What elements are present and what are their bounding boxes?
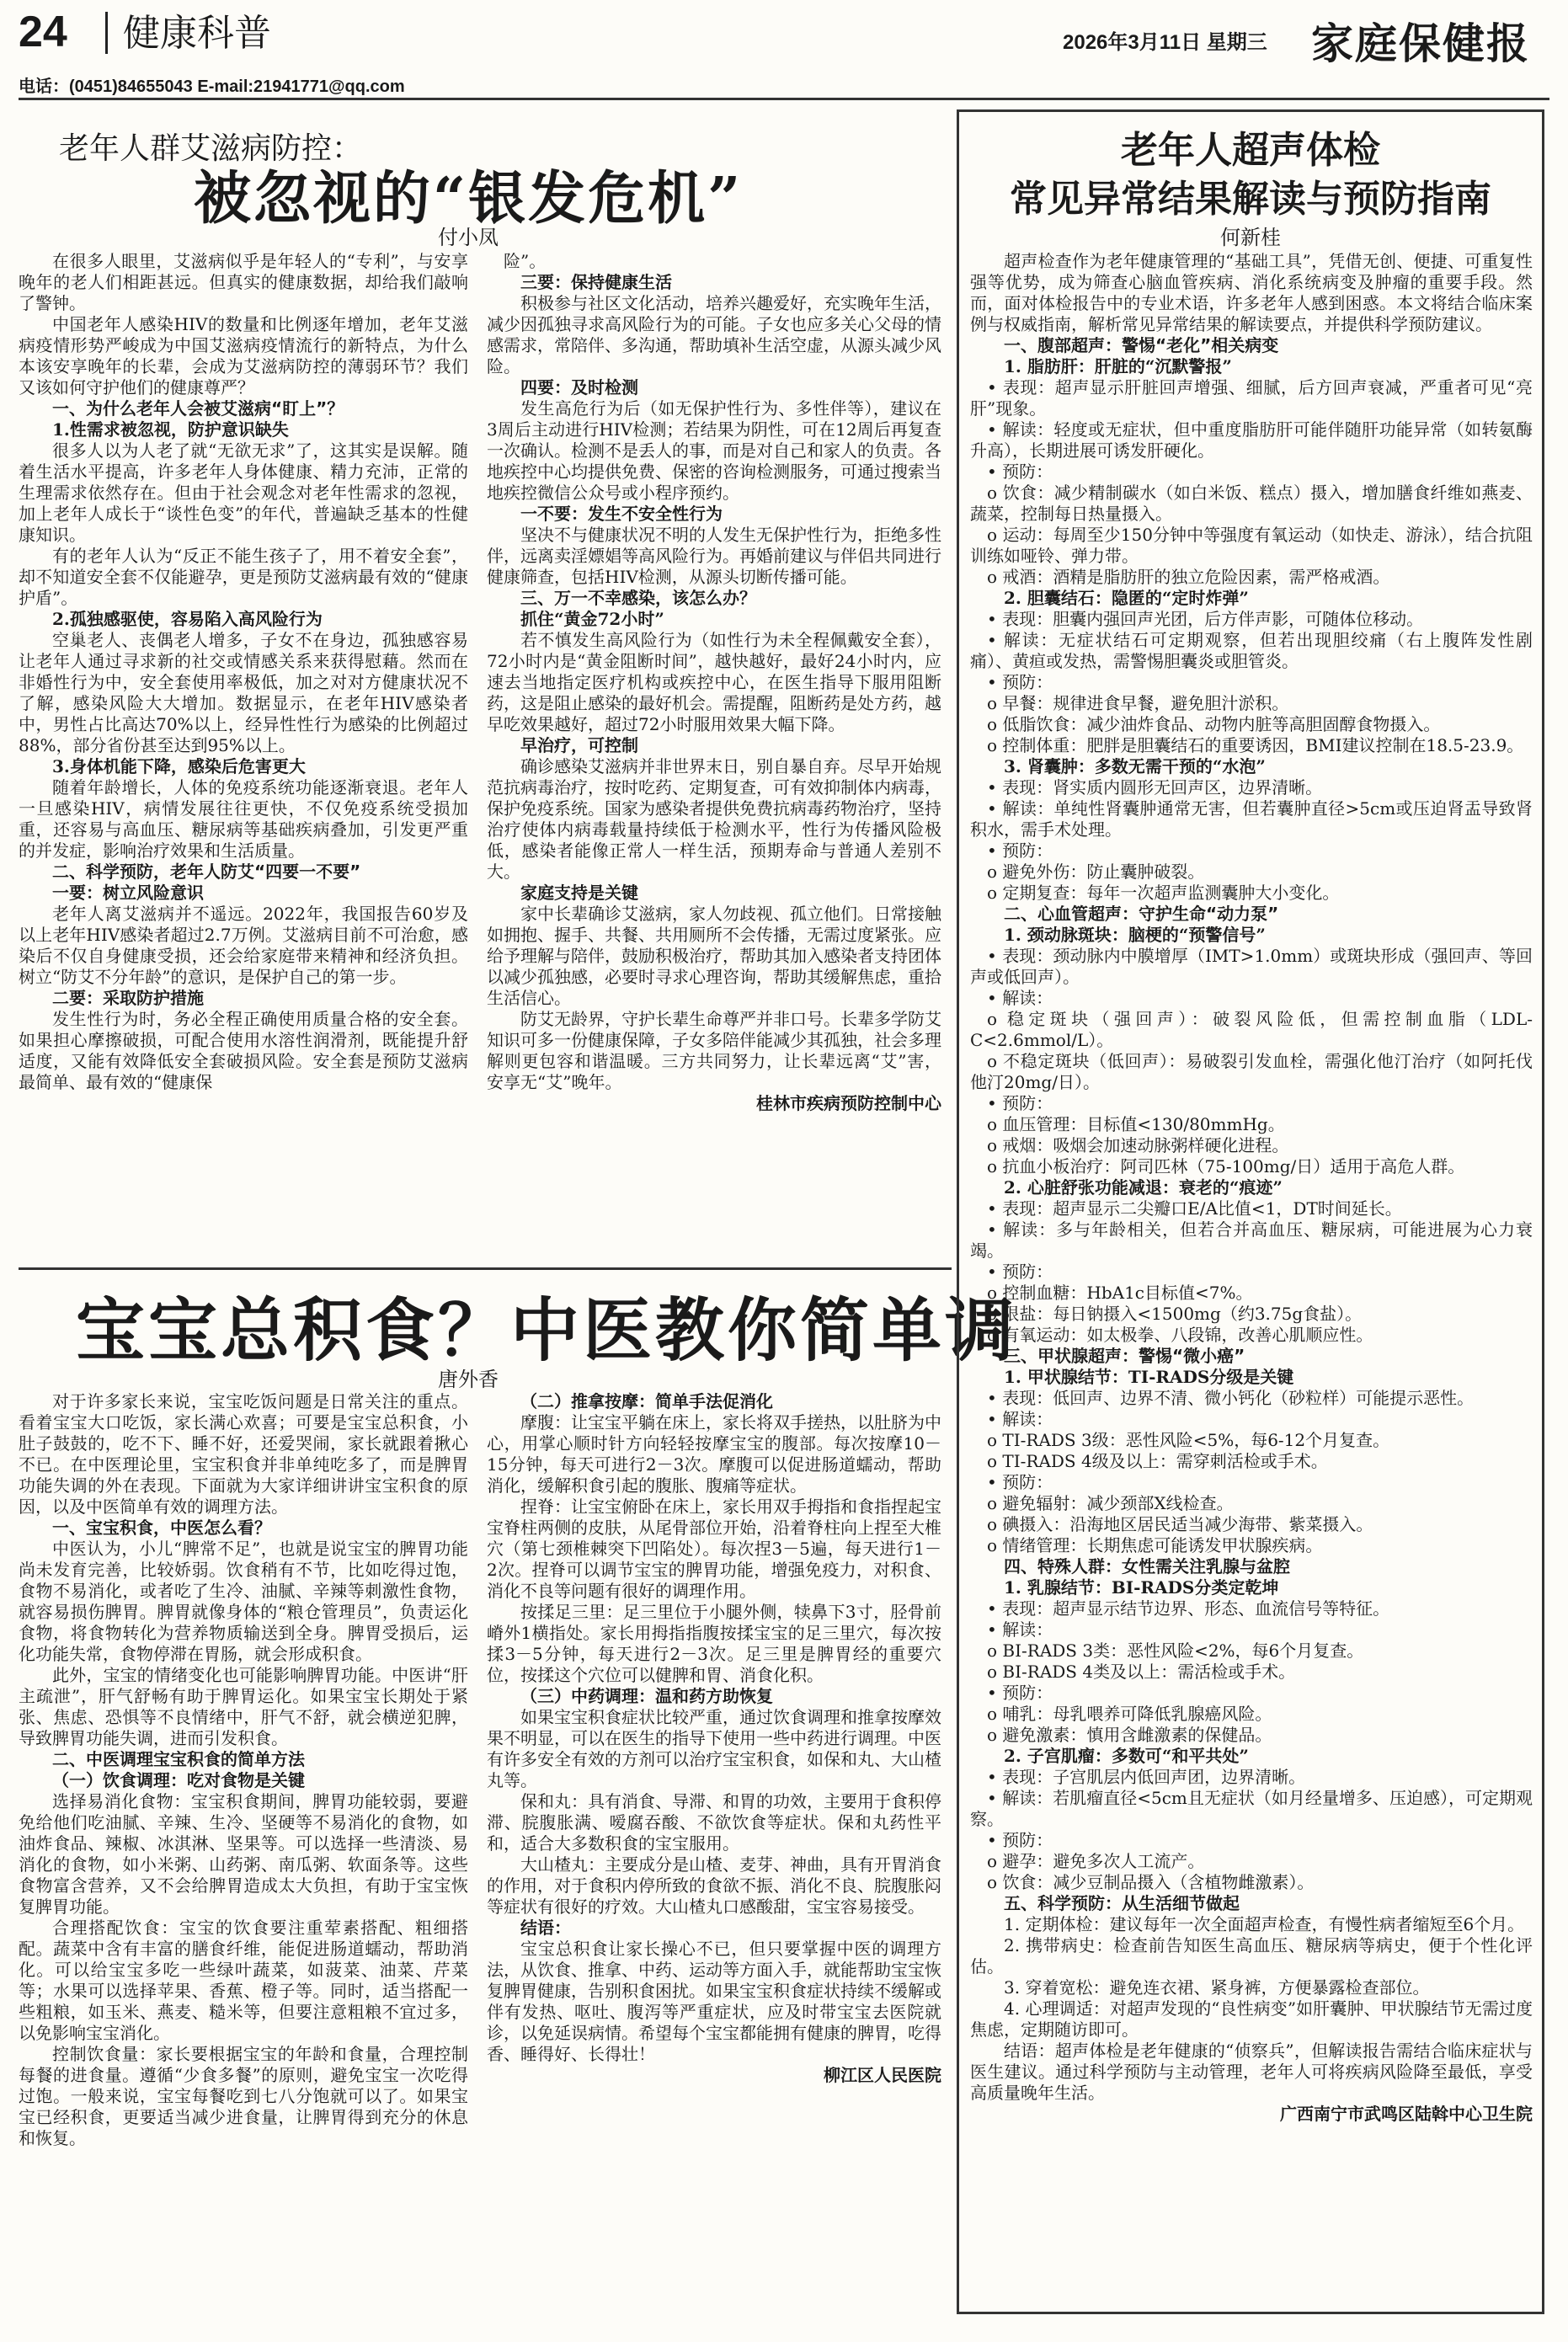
article2-column-2 [487, 1391, 941, 2318]
article1-column-2 [487, 251, 941, 1253]
paragraph: 发生性行为时，务必全程正确使用质量合格的安全套。如果担心摩擦破损，可配合使用水溶性润滑剂，既能提升舒适度，又能有效降低安全套破损风险。安全套是预防艾滋病最简单、最有效的“健康保 [19, 1009, 468, 1092]
article1-column-1 [19, 251, 468, 1253]
section-heading: 二、科学预防，老年人防艾“四要一不要” [52, 862, 361, 882]
bullet-item: o 碘摄入：沿海地区居民适当减少海带、紫菜摄入。 [987, 1514, 1373, 1534]
bullet-item: • 解读：轻度或无症状，但中重度脂肪肝可能伴随肝功能异常（如转氨酶升高），长期进展可诱发肝硬化。 [970, 419, 1533, 461]
bullet-item: o BI-RADS 3类：恶性风险<2%，每6个月复查。 [987, 1640, 1364, 1661]
article2-rule [19, 1267, 952, 1270]
paragraph: 捏脊：让宝宝俯卧在床上，家长用双手拇指和食指捏起宝宝脊柱两侧的皮肤，从尾骨部位开始，沿着脊柱向上捏至大椎穴（第七颈椎棘突下凹陷处）。每次捏3－5遍，每天进行1－2次。捏脊可以调节宝宝的脾胃功能，增强免疫力，对积食、消化不良等问题有很好的调理作用。 [487, 1496, 941, 1601]
bullet-item: • 预防： [987, 1093, 1053, 1113]
bullet-item: • 解读： [987, 988, 1053, 1008]
article1-kicker: 老年人群艾滋病防控： [59, 131, 363, 166]
bullet-item: o 抗血小板治疗：阿司匹林（75-100mg/日）适用于高危人群。 [987, 1156, 1465, 1176]
subheading: 四要：及时检测 [520, 377, 638, 397]
paragraph: 在很多人眼里，艾滋病似乎是年轻人的“专利”，与安享晚年的老人们相距甚远。但真实的健康数据，却给我们敲响了警钟。 [19, 251, 468, 313]
paragraph: 超声检查作为老年健康管理的“基础工具”，凭借无创、便捷、可重复性强等优势，成为筛查心脑血管疾病、消化系统病变及肿瘤的重要手段。然而，面对体检报告中的专业术语，许多老年人感到困惑。本文将结合临床案例与权威指南，解析常见异常结果的解读要点，并提供科学预防建议。 [970, 251, 1533, 334]
subheading: 3. 肾囊肿：多数无需干预的“水泡” [1004, 756, 1266, 776]
paragraph: 若不慎发生高风险行为（如性行为未全程佩戴安全套），72小时内是“黄金阻断时间”，越快越好，最好24小时内，应速去当地指定医疗机构或疾控中心，在医生指导下服用阻断药，这是阻止感染的最好机会。需提醒，阻断药是处方药，越早吃效果越好，超过72小时服用效果大幅下降。 [487, 630, 941, 734]
paragraph: 大山楂丸：主要成分是山楂、麦芽、神曲，具有开胃消食的作用，对于食积内停所致的食欲不振、消化不良、脘腹胀闷等症状有很好的疗效。大山楂丸口感酸甜，宝宝容易接受。 [487, 1854, 941, 1917]
bullet-item: o 避免激素：慎用含雌激素的保健品。 [987, 1725, 1272, 1745]
bullet-item: • 表现：胆囊内强回声光团，后方伴声影，可随体位移动。 [987, 609, 1424, 629]
subheading: 一不要：发生不安全性行为 [520, 504, 723, 524]
section-heading: 一、宝宝积食，中医怎么看？ [52, 1518, 271, 1538]
bullet-item: • 表现：肾实质内圆形无回声区，边界清晰。 [987, 777, 1323, 798]
bullet-item: • 表现：超声显示结节边界、形态、血流信号等特征。 [987, 1598, 1390, 1619]
paragraph: 中医认为，小儿“脾常不足”，也就是说宝宝的脾胃功能尚未发育完善，比较娇弱。饮食稍有不节，比如吃得过饱，食物不易消化，或者吃了生冷、油腻、辛辣等刺激性食物，就容易损伤脾胃。脾胃就像身体的“粮仓管理员”，负责运化食物，将食物转化为营养物质输送到全身。脾胃受损后，运化功能失常，食物停滞在胃肠，就会形成积食。 [19, 1539, 468, 1664]
bullet-item: o 血压管理：目标值<130/80mmHg。 [987, 1114, 1285, 1134]
paragraph: 4. 心理调适：对超声发现的“良性病变”如肝囊肿、甲状腺结节无需过度焦虑，定期随访即可。 [970, 1998, 1533, 2040]
bullet-item: o 限盐：每日钠摄入<1500mg（约3.75g食盐）。 [987, 1304, 1363, 1324]
paragraph: 坚决不与健康状况不明的人发生无保护性行为，拒绝多性伴，远离卖淫嫖娼等高风险行为。再婚前建议与伴侣共同进行健康筛查，包括HIV检测，从源头切断传播可能。 [487, 525, 941, 587]
subheading: （三）中药调理：温和药方助恢复 [520, 1686, 773, 1706]
subheading: 1. 颈动脉斑块：脑梗的“预警信号” [1004, 925, 1266, 945]
paragraph: 随着年龄增长，人体的免疫系统功能逐渐衰退。老年人一旦感染HIV，病情发展往往更快，不仅免疫系统受损加重，还容易与高血压、糖尿病等基础疾病叠加，引发更严重的并发症，影响治疗效果和生活质量。 [19, 777, 468, 861]
bullet-item: • 预防： [987, 840, 1053, 861]
page-number: 24 [19, 8, 67, 56]
bullet-item: • 解读： [987, 1619, 1053, 1640]
paragraph: 按揉足三里：足三里位于小腿外侧，犊鼻下3寸，胫骨前嵴外1横指处。家长用拇指指腹按揉宝宝的足三里穴，每次按揉3－5分钟，每天进行2－3次。足三里是脾胃经的重要穴位，按揉这个穴位可以健脾和胃、消食化积。 [487, 1602, 941, 1685]
bullet-item: o BI-RADS 4类及以上：需活检或手术。 [987, 1662, 1296, 1682]
bullet-item: o 饮食：减少豆制品摄入（含植物雌激素）。 [987, 1872, 1315, 1892]
bullet-item: • 表现：超声显示肝脏回声增强、细腻，后方回声衰减，严重者可见“亮肝”现象。 [970, 377, 1533, 419]
bullet-item: • 预防： [987, 1262, 1053, 1282]
subheading: 二要：采取防护措施 [52, 988, 204, 1008]
source-credit: 广西南宁市武鸣区陆斡中心卫生院 [1280, 2104, 1533, 2124]
paragraph: 老年人离艾滋病并不遥远。2022年，我国报告60岁及以上老年HIV感染者超过2.7万例。艾滋病目前不可治愈，感染后不仅自身健康受损，还会给家庭带来精神和经济负担。树立“防艾不分年龄”的意识，是保护自己的第一步。 [19, 904, 468, 987]
article3-body [970, 251, 1533, 2306]
article2-title: 宝宝总积食？中医教你简单调 [76, 1290, 1018, 1371]
paragraph: 发生高危行为后（如无保护性行为、多性伴等），建议在3周后主动进行HIV检测；若结果为阴性，可在12周后再复查一次确认。检测不是丢人的事，而是对自己和家人的负责。各地疾控中心均提供免费、保密的咨询检测服务，可通过搜索当地疾控微信公众号或小程序预约。 [487, 398, 941, 503]
bullet-item: • 解读：无症状结石可定期观察，但若出现胆绞痛（右上腹阵发性剧痛）、黄疸或发热，需警惕胆囊炎或胆管炎。 [970, 630, 1533, 671]
subheading: 1.性需求被忽视，防护意识缺失 [52, 419, 289, 440]
paragraph: 选择易消化食物：宝宝积食期间，脾胃功能较弱，要避免给他们吃油腻、辛辣、生冷、坚硬等不易消化的食物，如油炸食品、辣椒、冰淇淋、坚果等。可以选择一些清淡、易消化的食物，如小米粥、山药粥、南瓜粥、软面条等。这些食物富含营养，又不会给脾胃造成太大负担，有助于宝宝恢复脾胃功能。 [19, 1791, 468, 1917]
subheading: 2.孤独感驱使，容易陷入高风险行为 [52, 609, 323, 629]
bullet-item: • 解读： [987, 1409, 1053, 1429]
paragraph: 中国老年人感染HIV的数量和比例逐年增加，老年艾滋病疫情形势严峻成为中国艾滋病疫情流行的新特点，为什么本该安享晚年的长辈，会成为艾滋病防控的薄弱环节？我们又该如何守护他们的健康尊严？ [19, 314, 468, 397]
section-heading: 一、腹部超声：警惕“老化”相关病变 [1004, 335, 1279, 355]
paragraph: 宝宝总积食让家长操心不已，但只要掌握中医的调理方法，从饮食、推拿、中药、运动等方面入手，就能帮助宝宝恢复脾胃健康，告别积食困扰。如果宝宝积食症状持续不缓解或伴有发热、呕吐、腹泻等严重症状，应及时带宝宝去医院就诊，以免延误病情。希望每个宝宝都能拥有健康的脾胃，吃得香、睡得好、长得壮！ [487, 1939, 941, 2064]
bullet-item: o 戒烟：吸烟会加速动脉粥样硬化进程。 [987, 1135, 1289, 1155]
bullet-item: o 避免辐射：减少颈部X线检查。 [987, 1493, 1234, 1513]
paragraph: 空巢老人、丧偶老人增多，子女不在身边，孤独感容易让老年人通过寻求新的社交或情感关系来获得慰藉。然而在非婚性行为中，安全套使用率极低，加之对对方健康状况不了解，感染风险大大增加。数据显示，在老年HIV感染者中，男性占比高达70%以上，经异性性行为感染的比例超过88%，部分省份甚至达到95%以上。 [19, 630, 468, 755]
bullet-item: o 稳定斑块（强回声）：破裂风险低，但需控制血脂（LDL-C<2.6mmol/L）。 [970, 1009, 1533, 1050]
paragraph: 合理搭配饮食：宝宝的饮食要注重荤素搭配、粗细搭配。蔬菜中含有丰富的膳食纤维，能促进肠道蠕动，帮助消化。可以给宝宝多吃一些绿叶蔬菜，如菠菜、油菜、芹菜等；水果可以选择苹果、香蕉、橙子等。同时，适当搭配一些粗粮，如玉米、燕麦、糙米等，但要注意粗粮不宜过多，以免影响宝宝消化。 [19, 1918, 468, 2043]
newspaper-name: 家庭保健报 [1311, 19, 1530, 68]
paragraph: 家中长辈确诊艾滋病，家人勿歧视、孤立他们。日常接触如拥抱、握手、共餐、共用厕所不会传播，无需过度紧张。应给予理解与陪伴，鼓励积极治疗，帮助其加入感染者支持团体以减少孤独感，必要时寻求心理咨询，帮助其缓解焦虑，重拾生活信心。 [487, 904, 941, 1008]
bullet-item: • 表现：超声显示二尖瓣口E/A比值<1，DT时间延长。 [987, 1198, 1402, 1219]
bullet-item: • 预防： [987, 461, 1053, 482]
section-heading: 二、心血管超声：守护生命“动力泵” [1004, 904, 1279, 924]
subheading: 2. 胆囊结石：隐匿的“定时炸弹” [1004, 588, 1249, 608]
article1-title: 被忽视的“银发危机” [194, 165, 744, 232]
subheading: 抓住“黄金72小时” [520, 609, 664, 629]
section-heading: 三、万一不幸感染，该怎么办？ [520, 588, 756, 608]
subheading: 3.身体机能下降，感染后危害更大 [52, 756, 306, 776]
bullet-item: o 避免外伤：防止囊肿破裂。 [987, 862, 1205, 882]
bullet-item: • 解读：若肌瘤直径<5cm且无症状（如月经量增多、压迫感），可定期观察。 [970, 1788, 1533, 1829]
subheading: 一要：树立风险意识 [52, 883, 204, 903]
bullet-item: o 控制体重：肥胖是胆囊结石的重要诱因，BMI建议控制在18.5-23.9。 [987, 735, 1524, 755]
subheading: 2. 心脏舒张功能减退：衰老的“痕迹” [1004, 1177, 1283, 1198]
paragraph: 防艾无龄界，守护长辈生命尊严并非口号。长辈多学防艾知识可多一份健康保障，子女多陪伴能减少其孤独，社会多理解则更包容和谐温暖。三方共同努力，让长辈远离“艾”害，安享无“艾”晚年。 [487, 1009, 941, 1092]
subheading: 家庭支持是关键 [520, 883, 638, 903]
bullet-item: o 哺乳：母乳喂养可降低乳腺癌风险。 [987, 1704, 1272, 1724]
section-name: 健康科普 [123, 12, 271, 55]
subheading: 1. 脂肪肝：肝脏的“沉默警报” [1004, 356, 1232, 376]
bullet-item: • 表现：子宫肌层内低回声团，边界清晰。 [987, 1767, 1306, 1787]
article1-author: 付小凤 [438, 226, 499, 249]
paragraph: 控制饮食量：家长要根据宝宝的年龄和食量，合理控制每餐的进食量。遵循“少食多餐”的原则，避免宝宝一次吃得过饱。一般来说，宝宝每餐吃到七八分饱就可以了。如果宝宝已经积食，更要适当减少进食量，让脾胃得到充分的休息和恢复。 [19, 2044, 468, 2148]
section-heading: 二、中医调理宝宝积食的简单方法 [52, 1749, 305, 1769]
bullet-item: o 情绪管理：长期焦虑可能诱发甲状腺疾病。 [987, 1535, 1323, 1555]
bullet-item: o 早餐：规律进食早餐，避免胆汁淤积。 [987, 693, 1289, 713]
article2-column-1 [19, 1391, 468, 2318]
bullet-item: o 有氧运动：如太极拳、八段锦，改善心肌顺应性。 [987, 1325, 1373, 1345]
paragraph: 结语：超声体检是老年健康的“侦察兵”，但解读报告需结合临床症状与医生建议。通过科学预防与主动管理，老年人可将疾病风险降至最低，享受高质量晚年生活。 [970, 2041, 1533, 2103]
masthead [19, 7, 1551, 74]
bullet-item: • 预防： [987, 1683, 1053, 1703]
bullet-item: o 控制血糖：HbA1c目标值<7%。 [987, 1283, 1253, 1303]
bullet-item: • 预防： [987, 672, 1053, 692]
bullet-item: o TI-RADS 4级及以上：需穿刺活检或手术。 [987, 1451, 1328, 1471]
bullet-item: o 避孕：避免多次人工流产。 [987, 1851, 1205, 1871]
subheading: 1. 甲状腺结节：TI-RADS分级是关键 [1004, 1367, 1294, 1387]
bullet-item: • 预防： [987, 1472, 1053, 1492]
paragraph: 积极参与社区文化活动，培养兴趣爱好，充实晚年生活，减少因孤独寻求高风险行为的可能。子女也应多关心父母的情感需求，常陪伴、多沟通，帮助填补生活空虚，从源头减少风险。 [487, 293, 941, 376]
paragraph: 保和丸：具有消食、导滞、和胃的功效，主要用于食积停滞、脘腹胀满、嗳腐吞酸、不欲饮食等症状。保和丸药性平和，适合大多数积食的宝宝服用。 [487, 1791, 941, 1854]
source-credit: 桂林市疾病预防控制中心 [756, 1093, 941, 1113]
paragraph: 此外，宝宝的情绪变化也可能影响脾胃功能。中医讲“肝主疏泄”，肝气舒畅有助于脾胃运化。如果宝宝长期处于紧张、焦虑、恐惧等不良情绪中，肝气不舒，就会横逆犯脾，导致脾胃功能失调，进而引发积食。 [19, 1665, 468, 1748]
subheading: 三要：保持健康生活 [520, 272, 672, 292]
bullet-item: • 表现：低回声、边界不清、微小钙化（砂粒样）可能提示恶性。 [987, 1388, 1475, 1408]
bullet-item: o 运动：每周至少150分钟中等强度有氧运动（如快走、游泳），结合抗阻训练如哑铃、弹力带。 [970, 525, 1533, 566]
bullet-item: • 解读：单纯性肾囊肿通常无害，但若囊肿直径>5cm或压迫肾盂导致肾积水，需手术处理。 [970, 798, 1533, 840]
bullet-item: • 表现：颈动脉内中膜增厚（IMT>1.0mm）或斑块形成（强回声、等回声或低回声）。 [970, 946, 1533, 987]
paragraph: 很多人以为人老了就“无欲无求”了，这其实是误解。随着生活水平提高，许多老年人身体健康、精力充沛，正常的生理需求依然存在。但由于社会观念对老年性需求的忽视，加上老年人成长于“谈性色变”的年代，普遍缺乏基本的性健康知识。 [19, 440, 468, 545]
source-credit: 柳江区人民医院 [824, 2065, 941, 2085]
section-heading: 一、为什么老年人会被艾滋病“盯上”？ [52, 398, 344, 419]
bullet-item: o 饮食：减少精制碳水（如白米饭、糕点）摄入，增加膳食纤维如燕麦、蔬菜，控制每日热量摄入。 [970, 483, 1533, 524]
subheading: 早治疗，可控制 [520, 735, 638, 755]
subheading: 1. 乳腺结节：BI-RADS分类定乾坤 [1004, 1577, 1279, 1598]
paragraph: 对于许多家长来说，宝宝吃饭问题是日常关注的重点。看着宝宝大口吃饭，家长满心欢喜；可要是宝宝总积食，小肚子鼓鼓的，吃不下、睡不好，还爱哭闹，家长就跟着揪心不已。在中医理论里，宝宝积食并非单纯吃多了，而是脾胃功能失调的外在表现。下面就为大家详细讲讲宝宝积食的原因，以及中医简单有效的调理方法。 [19, 1391, 468, 1517]
bullet-item: o 低脂饮食：减少油炸食品、动物内脏等高胆固醇食物摄入。 [987, 714, 1441, 734]
paragraph: 3. 穿着宽松：避免连衣裙、紧身裤，方便暴露检查部位。 [1004, 1977, 1430, 1998]
subheading: （一）饮食调理：吃对食物是关键 [52, 1770, 305, 1790]
article2-author: 唐外香 [438, 1368, 499, 1391]
section-heading: 四、特殊人群：女性需关注乳腺与盆腔 [1004, 1556, 1290, 1576]
contact-line: 电话：(0451)84655043 E-mail:21941771@qq.com [19, 77, 405, 96]
masthead-divider [105, 12, 108, 54]
subheading: 2. 子宫肌瘤：多数可“和平共处” [1004, 1746, 1249, 1766]
issue-date: 2026年3月11日 星期三 [1063, 31, 1267, 54]
section-heading: 五、科学预防：从生活细节做起 [1004, 1893, 1240, 1913]
bullet-item: • 解读：多与年龄相关，但若合并高血压、糖尿病，可能进展为心力衰竭。 [970, 1219, 1533, 1261]
paragraph: 有的老年人认为“反正不能生孩子了，用不着安全套”，却不知道安全套不仅能避孕，更是预防艾滋病最有效的“健康护盾”。 [19, 546, 468, 608]
section-heading: 三、甲状腺超声：警惕“微小癌” [1004, 1346, 1245, 1366]
paragraph: 如果宝宝积食症状比较严重，通过饮食调理和推拿按摩效果不明显，可以在医生的指导下使用一些中药进行调理。中医有许多安全有效的方剂可以治疗宝宝积食，如保和丸、大山楂丸等。 [487, 1707, 941, 1790]
article3-author: 何新桂 [1220, 226, 1281, 249]
paragraph: 2. 携带病史：检查前告知医生高血压、糖尿病等病史，便于个性化评估。 [970, 1935, 1533, 1977]
bullet-item: o 不稳定斑块（低回声）：易破裂引发血栓，需强化他汀治疗（如阿托伐他汀20mg/日）。 [970, 1051, 1533, 1092]
bullet-item: o 戒酒：酒精是脂肪肝的独立危险因素，需严格戒酒。 [987, 567, 1390, 587]
bullet-item: • 预防： [987, 1830, 1053, 1850]
header-rule [19, 98, 1549, 100]
article3-title-line1: 老年人超声体检 [1121, 129, 1380, 172]
bullet-item: 险”。 [504, 251, 547, 271]
paragraph: 摩腹：让宝宝平躺在床上，家长将双手搓热，以肚脐为中心，用掌心顺时针方向轻轻按摩宝宝的腹部。每次按摩10－15分钟，每天可进行2－3次。摩腹可以促进肠道蠕动，帮助消化，缓解积食引起的腹胀、腹痛等症状。 [487, 1412, 941, 1496]
paragraph: 1. 定期体检：建议每年一次全面超声检查，有慢性病者缩短至6个月。 [1004, 1914, 1525, 1934]
bullet-item: o TI-RADS 3级：恶性风险<5%，每6-12个月复查。 [987, 1430, 1390, 1450]
bullet-item: o 定期复查：每年一次超声监测囊肿大小变化。 [987, 883, 1340, 903]
paragraph: 确诊感染艾滋病并非世界末日，别自暴自弃。尽早开始规范抗病毒治疗，按时吃药、定期复查，可有效抑制体内病毒，保护免疫系统。国家为感染者提供免费抗病毒药物治疗，坚持治疗使体内病毒载量持续低于检测水平，性行为传播风险极低，感染者能像正常人一样生活，预期寿命与普通人差别不大。 [487, 756, 941, 882]
subheading: （二）推拿按摩：简单手法促消化 [520, 1391, 773, 1411]
section-heading: 结语： [520, 1918, 571, 1938]
article3-title-line2: 常见异常结果解读与预防指南 [1010, 178, 1491, 221]
